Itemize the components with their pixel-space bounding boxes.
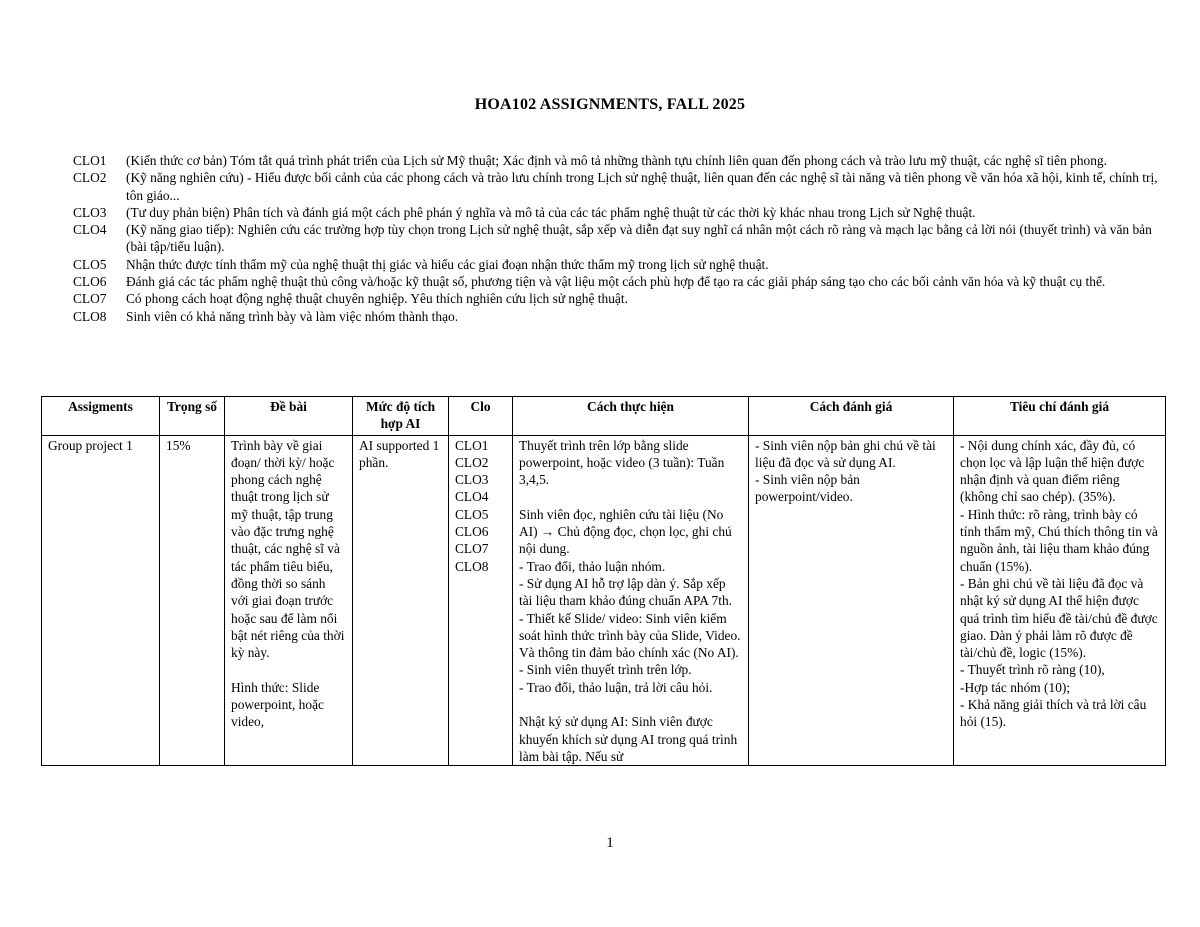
criteria-line: - Bản ghi chú về tài liệu đã đọc và nhật ký sử dụng AI thể hiện được quá trình tìm hiểu đề tài/chủ đề được giao. Dàn ý phải làm rõ được đề tài/chủ đề, logic (15%). xyxy=(960,575,1158,661)
cell-ai-level: AI supported 1 phần. xyxy=(353,435,449,766)
assessment-line: - Sinh viên nộp bản powerpoint/video. xyxy=(755,472,860,505)
clo-ref: CLO1 xyxy=(455,437,489,453)
clo-text: (Kiến thức cơ bản) Tóm tắt quá trình phát triển của Lịch sử Mỹ thuật; Xác định và mô tả những thành tựu chính liên quan đến phong cách và trào lưu mỹ thuật, các nghệ sĩ tiên phong. xyxy=(126,153,1107,168)
clo-item xyxy=(73,273,1163,290)
clo-code: CLO3 xyxy=(73,204,107,220)
clo-item xyxy=(73,290,1163,307)
clo-text: (Kỹ năng giao tiếp): Nghiên cứu các trường hợp tùy chọn trong Lịch sử nghệ thuật, sắp xếp và diễn đạt suy nghĩ cá nhân một cách rõ ràng và mạch lạc bằng cả lời nói (thuyết trình) và văn bản (bài tập/tiểu luận). xyxy=(126,222,1152,255)
cell-assessment xyxy=(749,435,954,766)
clo-item xyxy=(73,221,1163,256)
method-line: Sinh viên đọc, nghiên cứu tài liệu (No AI) → Chủ động đọc, chọn lọc, ghi chú nội dung. xyxy=(519,506,732,557)
clo-ref: CLO7 xyxy=(455,541,489,557)
header-topic: Đề bài xyxy=(225,397,353,436)
clo-ref: CLO6 xyxy=(455,524,489,540)
clo-code: CLO8 xyxy=(73,308,107,324)
topic-line: Hình thức: Slide powerpoint, hoặc video, xyxy=(231,679,324,730)
cell-weight: 15% xyxy=(160,435,225,766)
header-ai-level: Mức độ tích hợp AI xyxy=(353,397,449,436)
criteria-line: - Nội dung chính xác, đầy đủ, có chọn lọc và lập luận thể hiện được nhận định và quan điểm riêng (không chỉ sao chép). (35%). xyxy=(960,437,1145,505)
clo-item xyxy=(73,256,1163,273)
cell-clo xyxy=(449,435,513,766)
assignments-table xyxy=(41,396,1166,766)
clo-list xyxy=(73,152,1163,325)
criteria-line: - Hình thức: rõ ràng, trình bày có tính thẩm mỹ, Chú thích thông tin và nguồn ảnh, tài liệu tham khảo đúng chuẩn (15%). xyxy=(960,506,1158,574)
clo-item xyxy=(73,169,1163,204)
header-method: Cách thực hiện xyxy=(513,397,749,436)
clo-ref: CLO5 xyxy=(455,506,489,522)
method-line: Thuyết trình trên lớp bằng slide powerpoint, hoặc video (3 tuần): Tuần 3,4,5. xyxy=(519,437,725,488)
method-line: - Thiết kế Slide/ video: Sinh viên kiểm soát hình thức trình bày của Slide, Video. Và thông tin đảm bảo chính xác (No AI). xyxy=(519,610,741,661)
clo-item xyxy=(73,308,1163,325)
clo-code: CLO4 xyxy=(73,222,107,238)
clo-code: CLO6 xyxy=(73,274,107,290)
clo-text: Sinh viên có khả năng trình bày và làm việc nhóm thành thạo. xyxy=(126,308,459,324)
clo-ref: CLO4 xyxy=(455,489,489,505)
clo-ref: CLO8 xyxy=(455,558,489,574)
document-title: HOA102 ASSIGNMENTS, FALL 2025 xyxy=(474,96,746,113)
criteria-line: - Thuyết trình rõ ràng (10), xyxy=(960,662,1105,678)
table-header-row xyxy=(42,397,1166,436)
page-number: 1 xyxy=(606,835,614,851)
topic-line: Trình bày về giai đoạn/ thời kỳ/ hoặc phong cách nghệ thuật trong lịch sử mỹ thuật, tập trung vào đặc trưng nghệ thuật, các nghệ sĩ và tác phẩm tiêu biểu, đồng thời so sánh với giai đoạn trước hoặc sau để làm nổi bật nét riêng của thời kỳ này. xyxy=(231,437,345,661)
table-row xyxy=(42,435,1166,766)
clo-text: Nhận thức được tính thẩm mỹ của nghệ thuật thị giác và hiểu các giai đoạn nhận thức thẩm mỹ trong lịch sử nghệ thuật. xyxy=(126,256,769,272)
header-assignment: Assigments xyxy=(42,397,160,436)
method-line xyxy=(519,696,742,713)
clo-ref: CLO3 xyxy=(455,472,489,488)
topic-line xyxy=(231,661,346,678)
clo-ref: CLO2 xyxy=(455,454,489,470)
method-line: - Sinh viên thuyết trình trên lớp. xyxy=(519,662,692,678)
cell-method xyxy=(513,435,749,766)
cell-topic xyxy=(225,435,353,766)
header-criteria: Tiêu chí đánh giá xyxy=(954,397,1166,436)
clo-code: CLO5 xyxy=(73,256,107,272)
header-weight: Trọng số xyxy=(160,397,225,436)
criteria-line: - Khả năng giải thích và trả lời câu hỏi (15). xyxy=(960,697,1147,730)
header-assessment: Cách đánh giá xyxy=(749,397,954,436)
criteria-line: -Hợp tác nhóm (10); xyxy=(960,679,1071,695)
method-line: - Sử dụng AI hỗ trợ lập dàn ý. Sắp xếp tài liệu tham khảo đúng chuẩn APA 7th. xyxy=(519,575,732,609)
method-line: - Trao đổi, thảo luận nhóm. xyxy=(519,558,666,574)
method-line: Nhật ký sử dụng AI: Sinh viên được khuyến khích sử dụng AI trong quá trình làm bài tập. Nếu sử xyxy=(519,714,738,764)
clo-item xyxy=(73,204,1163,221)
clo-code: CLO7 xyxy=(73,291,107,307)
clo-text: Đánh giá các tác phẩm nghệ thuật thủ công và/hoặc kỹ thuật số, phương tiện và vật liệu một cách phù hợp để tạo ra các giải pháp sáng tạo cho các bối cảnh văn hóa và kỹ thuật cụ thể. xyxy=(126,274,1106,290)
clo-code: CLO2 xyxy=(73,170,107,186)
clo-text: Có phong cách hoạt động nghệ thuật chuyên nghiệp. Yêu thích nghiên cứu lịch sử nghệ thuật. xyxy=(126,291,628,307)
assessment-line: - Sinh viên nộp bản ghi chú về tài liệu đã đọc và sử dụng AI. xyxy=(755,437,936,470)
clo-code: CLO1 xyxy=(73,153,107,168)
method-line xyxy=(519,488,742,505)
header-clo: Clo xyxy=(449,397,513,436)
cell-criteria xyxy=(954,435,1166,766)
clo-item xyxy=(73,152,1163,169)
cell-assignment: Group project 1 xyxy=(42,435,160,766)
clo-text: (Kỹ năng nghiên cứu) - Hiểu được bối cảnh của các phong cách và trào lưu chính trong Lịch sử nghệ thuật, liên quan đến các nghệ sĩ tài năng và tiên phong về văn hóa xã hội, kinh tế, chính trị, tôn giáo... xyxy=(126,170,1158,203)
method-line: - Trao đổi, thảo luận, trả lời câu hỏi. xyxy=(519,679,713,695)
clo-text: (Tư duy phản biện) Phân tích và đánh giá một cách phê phán ý nghĩa và mô tả của các tác phẩm nghệ thuật từ các thời kỳ khác nhau trong Lịch sử Nghệ thuật. xyxy=(126,204,976,220)
